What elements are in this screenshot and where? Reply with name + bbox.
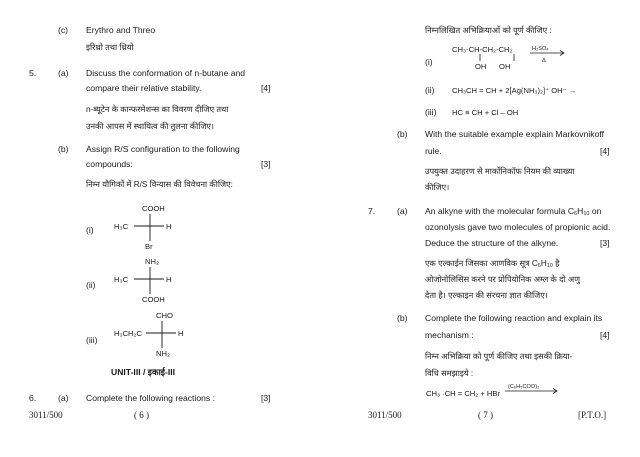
- q5b-text-hi: निम्न यौगिकों में R/S विन्यास की विवेचना कीजिए:: [86, 180, 233, 189]
- reaction-1-equation: [450, 42, 585, 74]
- q5a-text-en-2: compare their relative stability.: [86, 83, 202, 93]
- q7b-text-en-2: mechanism :: [425, 330, 474, 340]
- q7b-marks: [4]: [600, 330, 610, 340]
- q7a-text-en-3: Deduce the structure of the alkyne.: [425, 238, 559, 248]
- q6a-text-en: Complete the following reactions :: [86, 393, 215, 403]
- q5b-marks: [3]: [261, 159, 271, 169]
- reaction-1-formula-bottom: OH OH: [475, 62, 511, 71]
- reaction-2-equation: CH₃CH = CH + 2[Ag(NH₃)₂]⁺ OH⁻ →: [452, 86, 577, 95]
- left-footer-code: 3011/500: [29, 410, 63, 420]
- q4c-text-en: Erythro and Threo: [86, 25, 156, 35]
- q5a-text-hi-2: उनकी आपस में स्थायित्व की तुलना कीजिए।: [86, 122, 215, 131]
- left-footer-page: ( 6 ): [134, 410, 149, 420]
- reactions-intro-hi: निम्नलिखित अभिक्रियाओं को पूर्ण कीजिए :: [425, 26, 552, 35]
- q5a-label: (a): [58, 68, 69, 78]
- reaction-1-condition: Δ: [542, 58, 546, 64]
- right-footer-page: ( 7 ): [478, 410, 493, 420]
- q7a-marks: [3]: [600, 238, 610, 248]
- q7b-label: (b): [397, 313, 408, 323]
- q5-number: 5.: [29, 68, 37, 78]
- q5b-text-en-1: Assign R/S configuration to the following: [86, 144, 240, 154]
- compound-2-right: H: [166, 275, 172, 284]
- q5b-label: (b): [58, 144, 69, 154]
- q7b-text-hi-1: निम्न अभिक्रिया को पूर्ण कीजिए तथा इसकी क्रिया-: [425, 352, 573, 361]
- q6b-marks: [4]: [600, 146, 610, 156]
- reaction-1-reagent: H₂SO₄: [532, 46, 549, 52]
- q4c-text-hi: इरिथ्रो तथा थ्रियो: [86, 43, 134, 52]
- right-footer-code: 3011/500: [368, 410, 402, 420]
- reaction-1-formula-top: CH₃-CH-CH₂-CH₂: [452, 45, 513, 54]
- q6b-text-hi-2: कीजिए।: [425, 183, 450, 192]
- q7a-text-hi-3: देता है। एल्काइन की संरचना ज्ञात कीजिए।: [425, 291, 548, 300]
- compound-1-right: H: [166, 222, 172, 231]
- reaction-2-label: (ii): [425, 85, 435, 95]
- q6b-label: (b): [397, 129, 408, 139]
- q6-number: 6.: [29, 393, 37, 403]
- q7b-text-hi-2: विधि समझाइये :: [425, 369, 474, 378]
- q5a-marks: [4]: [261, 83, 271, 93]
- unit-heading: UNIT-III / इकाई-III: [111, 367, 176, 377]
- q6a-marks: [3]: [261, 393, 271, 403]
- q5a-text-hi-1: n-ब्यूटेन के कान्फरमेशन्स का विवरण दीजिए तथा: [86, 105, 229, 114]
- q7b-reaction-equation: [425, 380, 565, 402]
- compound-1-label: (i): [86, 225, 94, 235]
- compound-3-label: (iii): [86, 335, 98, 345]
- reaction-1-label: (i): [425, 57, 433, 67]
- q7-number: 7.: [368, 206, 376, 216]
- fischer-projection-1: [110, 205, 180, 251]
- q7b-reaction-reagent: (C₆H₅COO)₂: [508, 384, 540, 390]
- reaction-3-equation: HC ≡ CH + Cl – OH: [452, 108, 519, 117]
- q7a-text-hi-1: एक एल्काईन जिसका आणविक सूत्र $C_6H_{10}$ है: [425, 259, 560, 269]
- q7a-text-en-2: ozonolysis gave two molecules of propionic acid.: [425, 222, 611, 232]
- q7b-text-en-1: Complete the following reaction and explain its: [425, 313, 603, 323]
- reaction-3-label: (iii): [425, 107, 437, 117]
- q6b-text-hi-1: उपयुक्त उदाहरण से मार्कोनिकॉफ नियम की व्याख्या: [425, 167, 575, 176]
- fischer-projection-2: [110, 258, 180, 304]
- q6a-label: (a): [58, 393, 69, 403]
- compound-1-top: COOH: [142, 204, 165, 213]
- q7a-text-hi-2: ओजोनोलिसिस करने पर प्रोपियोनिक अम्ल के दो अणु: [425, 275, 581, 284]
- fischer-projection-3: [110, 312, 190, 358]
- compound-2-left: H₃C: [114, 275, 129, 284]
- q7b-reaction-text: CH₃ ·CH = CH₂ + HBr: [426, 389, 500, 398]
- q5b-text-en-2: compounds:: [86, 159, 133, 169]
- compound-2-label: (ii): [86, 280, 96, 290]
- q6b-text-en-2: rule.: [425, 146, 442, 156]
- q7a-text-en-1: An alkyne with the molecular formula $C_6H_{10}$ on: [425, 206, 602, 217]
- q6b-text-en-1: With the suitable example explain Markovnikoff: [425, 129, 604, 139]
- q7a-label: (a): [397, 206, 408, 216]
- compound-1-bottom: Br: [145, 242, 153, 251]
- q5a-text-en-1: Discuss the conformation of n-butane and: [86, 68, 246, 78]
- compound-2-top: NH₂: [145, 257, 159, 266]
- compound-2-bottom: COOH: [142, 295, 165, 304]
- compound-3-left: H₃CH₂C: [114, 329, 142, 338]
- compound-1-left: H₃C: [114, 222, 129, 231]
- right-footer-pto: [P.T.O.]: [578, 410, 607, 420]
- q4c-label: (c): [58, 25, 69, 35]
- compound-3-right: H: [178, 329, 184, 338]
- compound-3-bottom: NH₂: [156, 349, 170, 358]
- compound-3-top: CHO: [156, 311, 173, 320]
